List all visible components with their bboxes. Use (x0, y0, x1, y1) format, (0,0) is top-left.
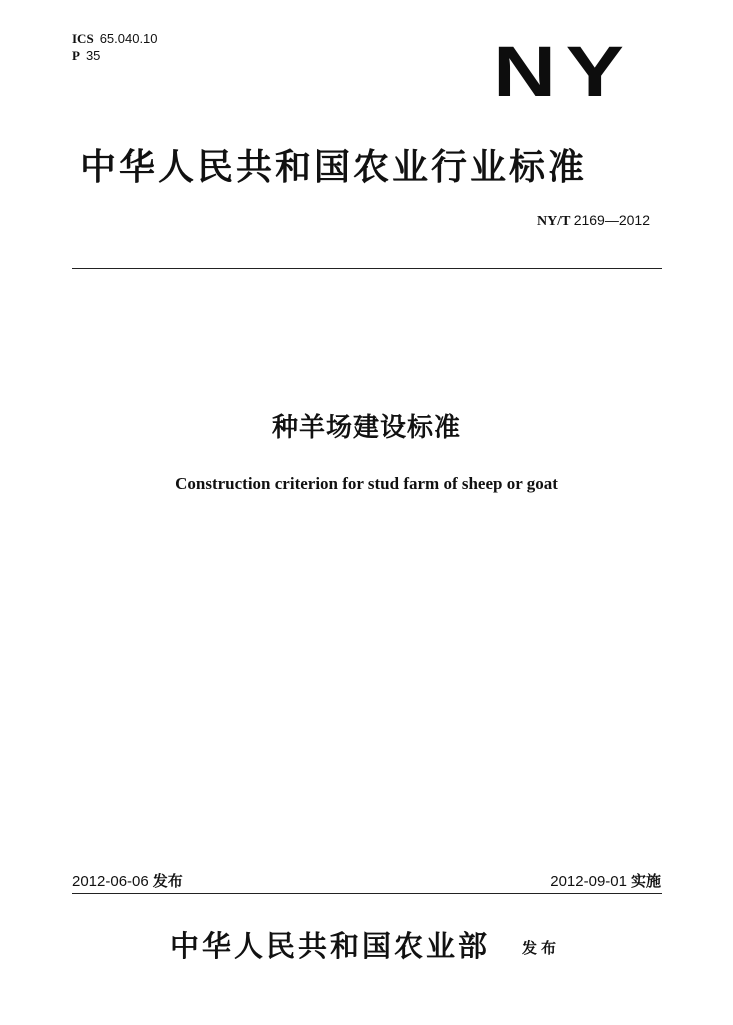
standard-number (537, 212, 650, 230)
ccs-label: P (72, 48, 80, 63)
ccs-line (72, 47, 158, 64)
publish-label: 发布 (152, 873, 183, 890)
document-title-en: Construction criterion for stud farm of sheep or goat (175, 474, 558, 493)
ics-code: 65.040.10 (99, 31, 158, 46)
standard-number-prefix: NY/T (537, 214, 571, 229)
bottom-divider (72, 893, 662, 894)
ics-line (72, 30, 158, 47)
document-title-cn: 种羊场建设标准 (271, 413, 461, 443)
standard-title: 中华人民共和国农业行业标准 (80, 147, 588, 188)
classification-block (72, 30, 158, 64)
implement-label: 实施 (630, 873, 661, 890)
top-divider (72, 268, 662, 269)
issuer-name: 中华人民共和国农业部 (170, 929, 491, 963)
ny-logo: NY (493, 32, 634, 112)
implement-date (550, 870, 661, 891)
standard-number-value: 2169—2012 (573, 212, 650, 228)
implement-date-value: 2012-09-01 (550, 873, 627, 890)
publish-date-value: 2012-06-06 (72, 873, 149, 890)
ccs-code: 35 (85, 48, 101, 63)
issuer-action: 发布 (522, 939, 561, 957)
ics-label: ICS (72, 31, 94, 46)
publish-date (72, 870, 183, 891)
